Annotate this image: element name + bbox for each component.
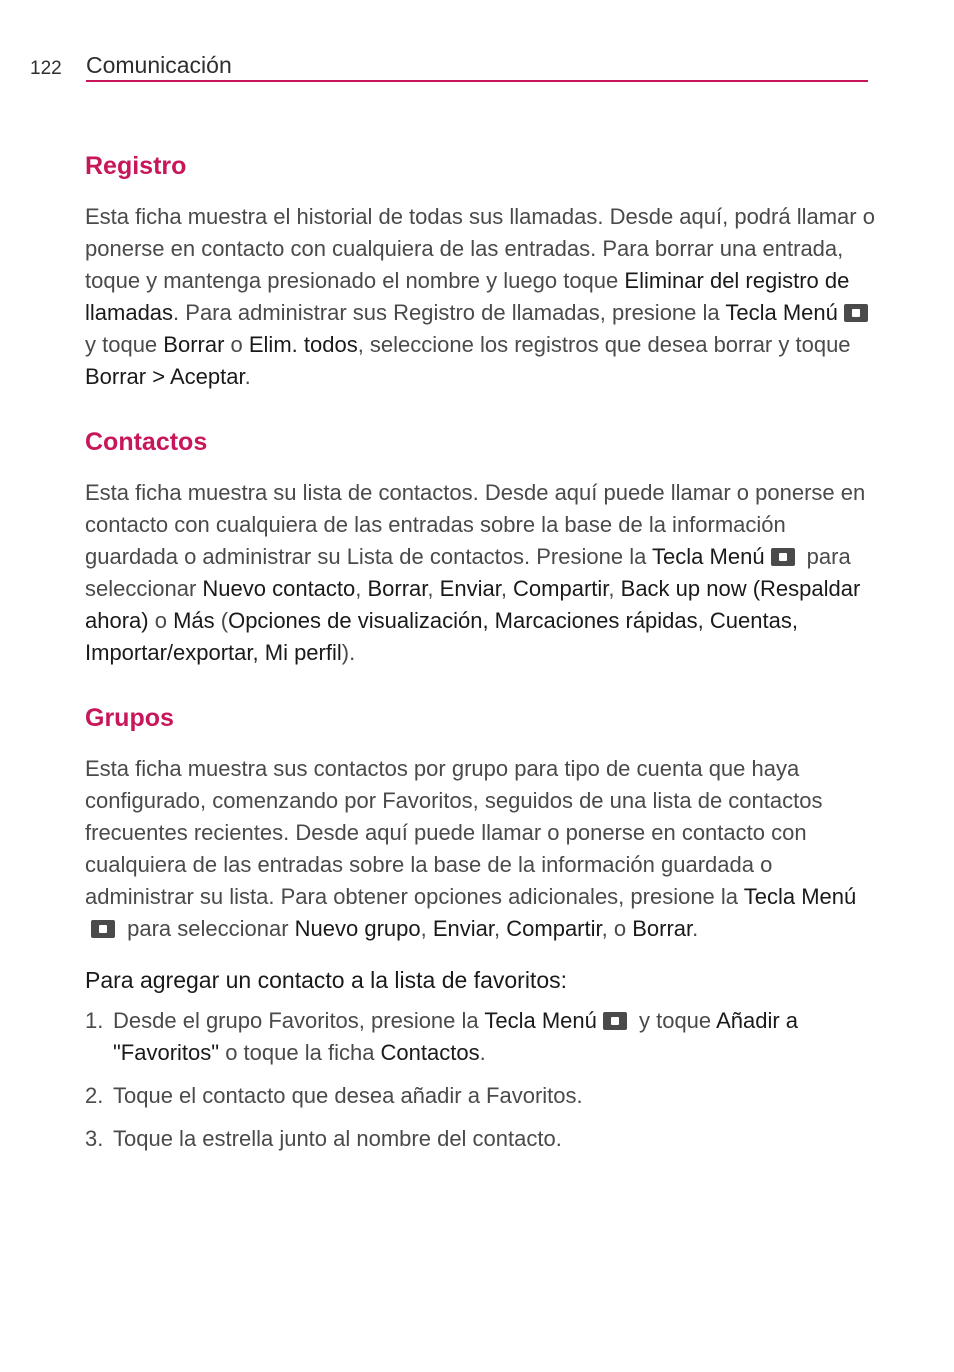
page-number: 122 <box>30 58 62 79</box>
section-label: Comunicación <box>86 52 232 78</box>
list-item: 2. Toque el contacto que desea añadir a Favoritos. <box>85 1083 583 1108</box>
grupos-heading: Grupos <box>85 704 174 732</box>
menu-key-icon <box>771 548 795 566</box>
list-item: 3. Toque la estrella junto al nombre del contacto. <box>85 1126 562 1151</box>
menu-key-icon <box>91 920 115 938</box>
grupos-paragraph: Esta ficha muestra sus contactos por grupo para tipo de cuenta que haya configurado, comenzando por Favoritos, seguidos de una lista de contactos frecuentes recientes. Desde aquí puede llamar o ponerse en contacto con cualquiera de las entradas sobre la base de la información guardada o administrar su lista. Para obtener opciones adicionales, presione la Tecla Menú para seleccionar Nuevo grupo, Enviar, Compartir, o Borrar. <box>85 756 857 941</box>
page-content <box>85 148 875 1155</box>
menu-key-icon <box>603 1012 627 1030</box>
registro-paragraph: Esta ficha muestra el historial de todas sus llamadas. Desde aquí, podrá llamar o ponerse en contacto con cualquiera de las entradas. Para borrar una entrada, toque y mantenga presionado el nombre y luego toque Eliminar del registro de llamadas. Para administrar sus Registro de llamadas, presione la Tecla Menú y toque Borrar o Elim. todos, seleccione los registros que desea borrar y toque Borrar > Aceptar. <box>85 204 875 389</box>
menu-key-icon <box>844 304 868 322</box>
contactos-heading: Contactos <box>85 428 208 456</box>
favoritos-subheading: Para agregar un contacto a la lista de favoritos: <box>85 967 568 993</box>
favoritos-steps <box>85 1005 875 1155</box>
header-rule <box>86 80 868 82</box>
list-item: 1. Desde el grupo Favoritos, presione la Tecla Menú y toque Añadir a "Favoritos" o toque la ficha Contactos. <box>85 1008 799 1065</box>
registro-heading: Registro <box>85 152 187 180</box>
contactos-paragraph: Esta ficha muestra su lista de contactos. Desde aquí puede llamar o ponerse en contacto con cualquiera de las entradas sobre la base de la información guardada o administrar su Lista de contactos. Presione la Tecla Menú para seleccionar Nuevo contacto, Borrar, Enviar, Compartir, Back up now (Respaldar ahora) o Más (Opciones de visualización, Marcaciones rápidas, Cuentas, Importar/exportar, Mi perfil). <box>85 480 866 665</box>
